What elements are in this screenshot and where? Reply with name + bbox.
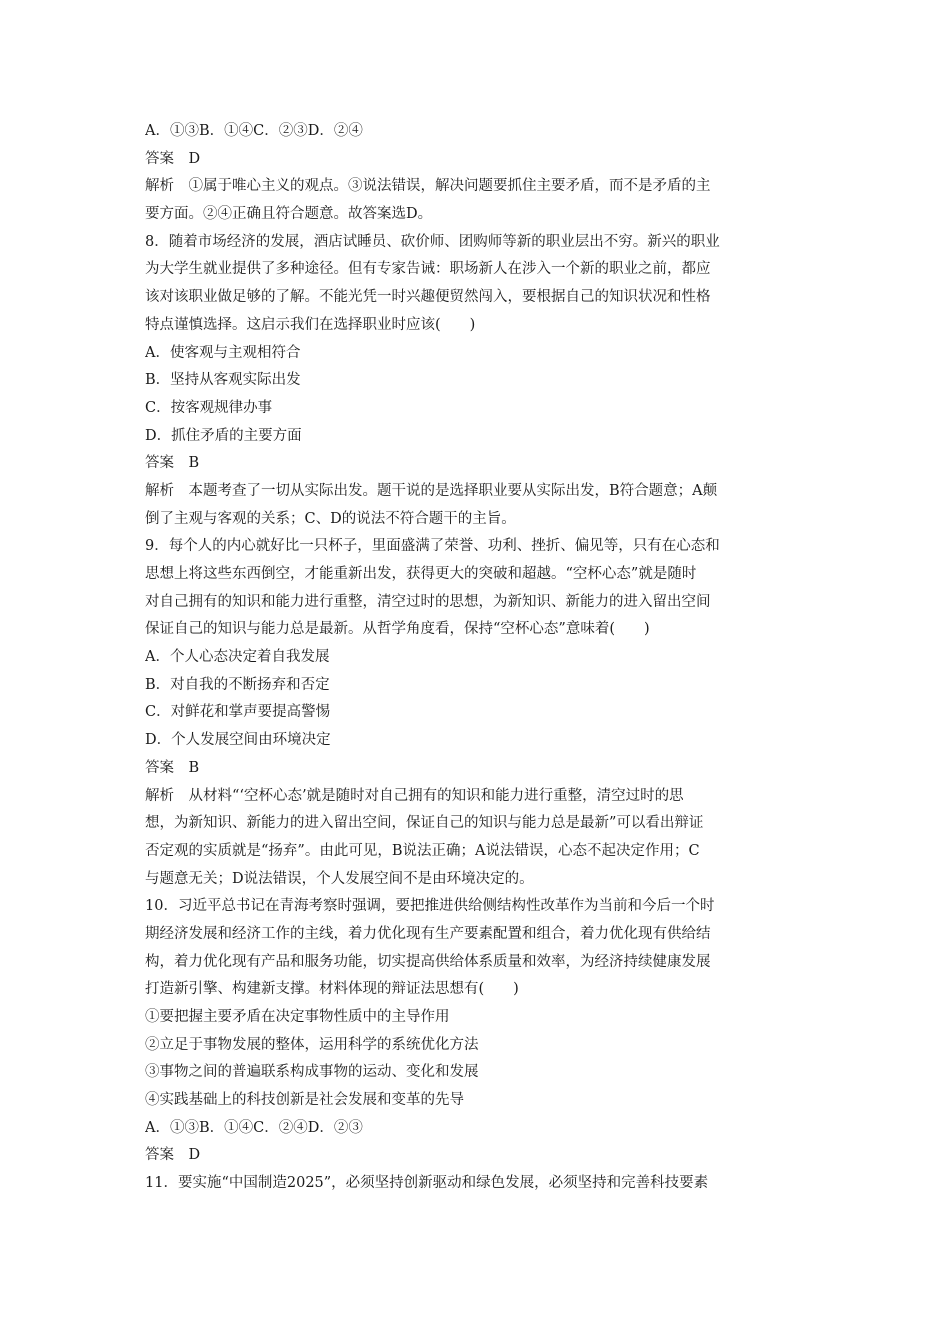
q7-options: A．①③B．①④C．②③D．②④ [145,123,363,139]
q10-stem-line-4: 打造新引擎、构建新支撑。材料体现的辩证法思想有( ) [145,981,519,998]
q9-analysis-line-4: 与题意无关；D说法错误，个人发展空间不是由环境决定的。 [145,870,534,887]
q8-analysis-line-2: 倒了主观与客观的关系；C、D的说法不符合题干的主旨。 [145,510,516,527]
q8-analysis-line-1: 解析 本题考查了一切从实际出发。题干说的是选择职业要从实际出发，B符合题意；A颠 [145,482,718,499]
q8-stem-line-1: 8．随着市场经济的发展，酒店试睡员、砍价师、团购师等新的职业层出不穷。新兴的职业 [145,233,720,250]
document-page [145,118,815,1198]
q7-answer: 答案 D [145,150,201,167]
q8-option-c: C．按客观规律办事 [145,399,273,416]
q10-item-3: ③事物之间的普遍联系构成事物的运动、变化和发展 [145,1064,479,1081]
q10-options: A．①③B．①④C．②④D．②③ [145,1119,363,1136]
q10-item-1: ①要把握主要矛盾在决定事物性质中的主导作用 [145,1009,450,1025]
q8-option-b: B．坚持从客观实际出发 [145,372,301,389]
q9-option-a: A．个人心态决定着自我发展 [145,649,330,666]
q9-stem-line-3: 对自己拥有的知识和能力进行重整，清空过时的思想，为新知识、新能力的进入留出空间 [145,593,711,610]
q10-answer: 答案 D [145,1147,201,1164]
q9-analysis-line-1: 解析 从材料“‘空杯心态’就是随时对自己拥有的知识和能力进行重整，清空过时的思 [145,787,684,804]
q8-stem-line-2: 为大学生就业提供了多种途径。但有专家告诫：职场新人在涉入一个新的职业之前，都应 [145,261,711,278]
q10-stem-line-1: 10．习近平总书记在青海考察时强调，要把推进供给侧结构性改革作为当前和今后一个时 [145,898,715,915]
q7-analysis-line-1: 解析 ①属于唯心主义的观点。③说法错误，解决问题要抓住主要矛盾，而不是矛盾的主 [145,178,711,195]
q9-analysis-line-3: 否定观的实质就是“扬弃”。由此可见，B说法正确；A说法错误，心态不起决定作用；C [145,842,700,859]
q7-analysis-line-2: 要方面。②④正确且符合题意。故答案选D。 [145,206,433,223]
q8-option-a: A．使客观与主观相符合 [145,344,301,361]
q11-stem-line-1: 11．要实施“中国制造2025”，必须坚持创新驱动和绿色发展，必须坚持和完善科技要素 [145,1175,709,1192]
q9-stem-line-4: 保证自己的知识与能力总是最新。从哲学角度看，保持“空杯心态”意味着( ) [145,621,650,638]
q9-stem-line-1: 9．每个人的内心就好比一只杯子，里面盛满了荣誉、功利、挫折、偏见等，只有在心态和 [145,538,720,555]
q9-option-c: C．对鲜花和掌声要提高警惕 [145,704,331,721]
q8-stem-line-4: 特点谨慎选择。这启示我们在选择职业时应该( ) [145,316,476,333]
q8-stem-line-3: 该对该职业做足够的了解。不能光凭一时兴趣便贸然闯入，要根据自己的知识状况和性格 [145,289,711,306]
q9-answer: 答案 B [145,759,200,776]
q9-analysis-line-2: 想，为新知识、新能力的进入留出空间，保证自己的知识与能力总是最新”可以看出辩证 [145,815,704,832]
q9-stem-line-2: 思想上将这些东西倒空，才能重新出发，获得更大的突破和超越。“空杯心态”就是随时 [145,566,697,582]
q10-item-2: ②立足于事物发展的整体，运用科学的系统优化方法 [145,1036,479,1053]
q10-stem-line-2: 期经济发展和经济工作的主线，着力优化现有生产要素配置和组合，着力优化现有供给结 [145,925,711,942]
q10-stem-line-3: 构，着力优化现有产品和服务功能，切实提高供给体系质量和效率，为经济持续健康发展 [145,953,711,970]
q8-answer: 答案 B [145,455,200,472]
q8-option-d: D．抓住矛盾的主要方面 [145,427,302,444]
q10-item-4: ④实践基础上的科技创新是社会发展和变革的先导 [145,1092,464,1109]
q9-option-b: B．对自我的不断扬弃和否定 [145,676,330,693]
q9-option-d: D．个人发展空间由环境决定 [145,732,331,749]
